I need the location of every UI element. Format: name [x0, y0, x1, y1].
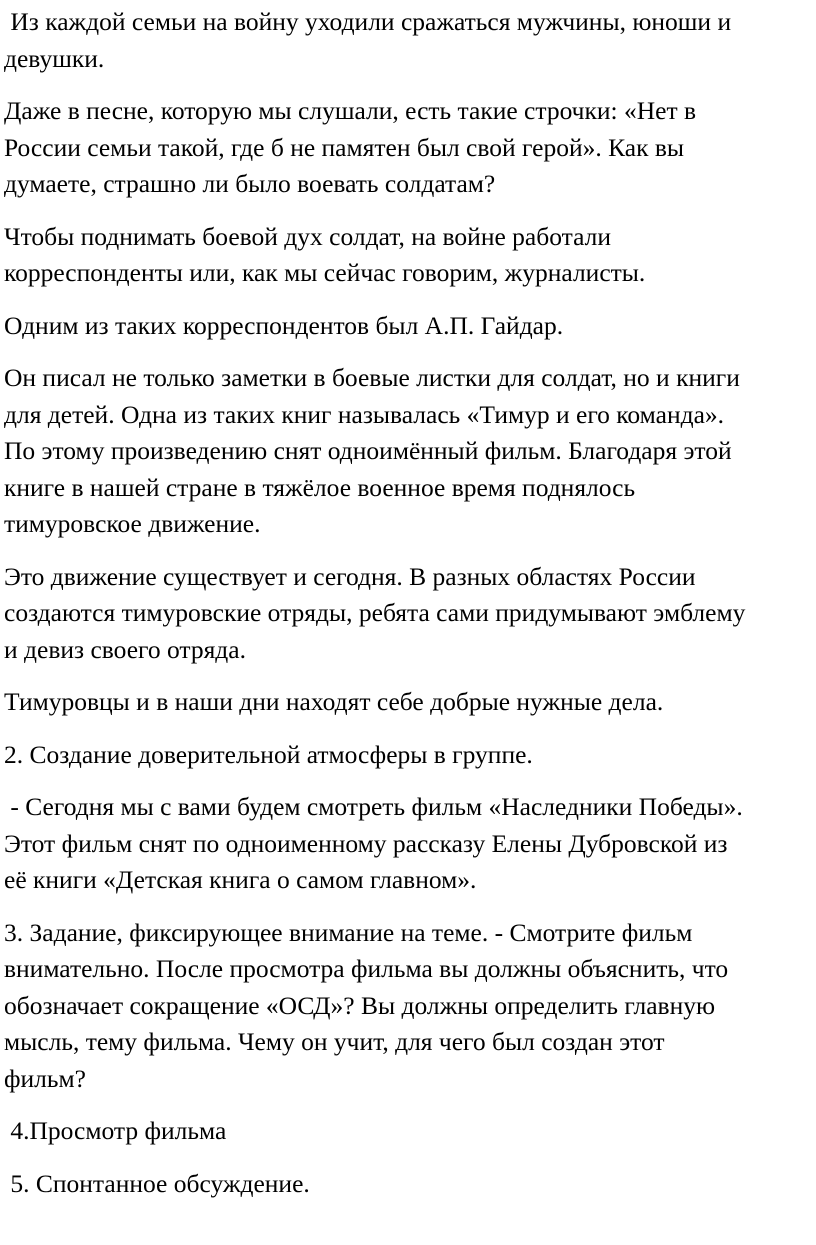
text-line: Он писал не только заметки в боевые листки для солдат, но и книги: [4, 363, 740, 392]
paragraph-film-intro: [4, 789, 816, 899]
text-line: Этот фильм снят по одноименному рассказу Елены Дубровской из: [4, 828, 728, 858]
text-line: Из каждой семьи на войну уходили сражаться мужчины, юноши и: [4, 7, 732, 36]
paragraph-step-2: [4, 737, 816, 774]
text-line: 4.Просмотр фильма: [4, 1116, 227, 1145]
paragraph-step-5: [4, 1166, 816, 1203]
text-line: и девиз своего отряда.: [4, 634, 246, 664]
text-line: Чтобы поднимать боевой дух солдат, на войне работали: [4, 221, 611, 251]
text-line: тимуровское движение.: [4, 509, 261, 538]
paragraph-song: [4, 93, 816, 203]
text-line: обозначает сокращение «ОСД»? Вы должны определить главную: [4, 990, 716, 1020]
text-line: девушки.: [4, 43, 105, 73]
text-line: - Сегодня мы с вами будем смотреть фильм «Наследники Победы».: [4, 792, 743, 821]
text-line: России семьи такой, где б не памятен был свой герой». Как вы: [4, 132, 685, 162]
paragraph-correspondents: [4, 219, 816, 292]
text-line: внимательно. После просмотра фильма вы должны объяснить, что: [4, 954, 729, 983]
text-line: создаются тимуровские отряды, ребята сами придумывают эмблему: [4, 598, 746, 627]
text-line: По этому произведению снят одноимённый фильм. Благодаря этой: [4, 436, 732, 465]
text-line: думаете, страшно ли было воевать солдатам?: [4, 169, 496, 198]
paragraph-step-4: [4, 1113, 816, 1150]
text-line: корреспонденты или, как мы сейчас говорим, журналисты.: [4, 258, 646, 287]
text-line: Одним из таких корреспондентов был А.П. Гайдар.: [4, 310, 564, 340]
text-line: Это движение существует и сегодня. В разных областях России: [4, 561, 696, 591]
text-line: мысль, тему фильма. Чему он учит, для чего был создан этот: [4, 1027, 665, 1056]
text-line: 3. Задание, фиксирующее внимание на теме. - Смотрите фильм: [4, 917, 693, 947]
paragraph-timur-book: [4, 360, 816, 543]
text-line: 5. Спонтанное обсуждение.: [4, 1168, 310, 1198]
text-line: фильм?: [4, 1063, 86, 1093]
paragraph-timurovtsy: [4, 684, 816, 721]
text-line: Тимуровцы и в наши дни находят себе добрые нужные дела.: [4, 687, 664, 716]
text-line: для детей. Одна из таких книг называлась «Тимур и его команда».: [4, 399, 725, 429]
paragraph-step-3: [4, 915, 816, 1098]
paragraph-gaidar: [4, 308, 816, 345]
paragraph-movement-today: [4, 559, 816, 669]
paragraph-families: [4, 4, 816, 77]
text-line: 2. Создание доверительной атмосферы в группе.: [4, 739, 533, 769]
text-line: книге в нашей стране в тяжёлое военное время поднялось: [4, 472, 636, 502]
text-line: её книги «Детская книга о самом главном».: [4, 865, 477, 894]
text-line: Даже в песне, которую мы слушали, есть такие строчки: «Нет в: [4, 96, 697, 125]
